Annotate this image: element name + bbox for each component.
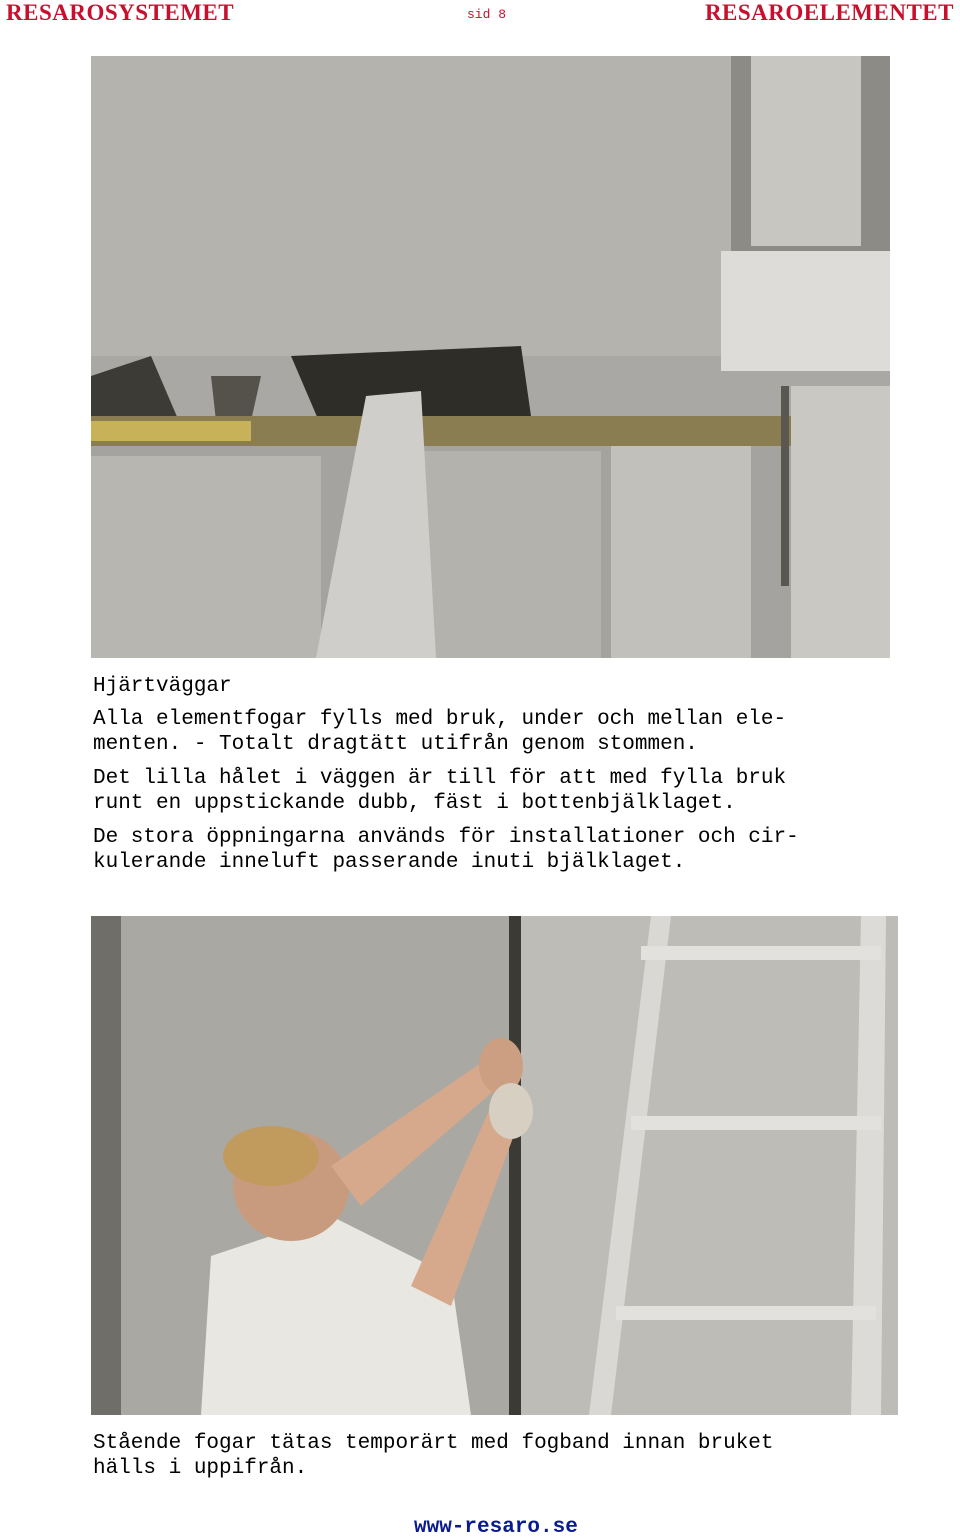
photo-concrete-wall-graphic [91, 56, 890, 658]
brand-resarosystemet: RESAROSYSTEMET [6, 0, 235, 25]
photo-worker-ladder-graphic [91, 916, 898, 1415]
photo-caption: Stående fogar tätas temporärt med fogband innan bruket hälls i uppifrån. [93, 1432, 774, 1480]
paragraph-large-openings: De stora öppningarna används för installationer och cir- kulerande inneluft passerande inuti bjälklaget. [93, 826, 799, 874]
photo-wall-elements-top [91, 56, 890, 658]
photo-worker-sealing-joint [91, 916, 898, 1415]
brand-resaroelementet: RESAROELEMENTET [704, 0, 954, 25]
website-link[interactable]: www-resaro.se [414, 1516, 578, 1539]
paragraph-joints: Alla elementfogar fylls med bruk, under och mellan ele- menten. - Totalt dragtätt utifrån genom stommen. [93, 708, 787, 756]
section-heading: Hjärtväggar [93, 675, 232, 698]
page-number: sid 8 [467, 7, 507, 22]
paragraph-small-hole: Det lilla hålet i väggen är till för att med fylla bruk runt en uppstickande dubb, fäst i bottenbjälklaget. [93, 767, 787, 815]
